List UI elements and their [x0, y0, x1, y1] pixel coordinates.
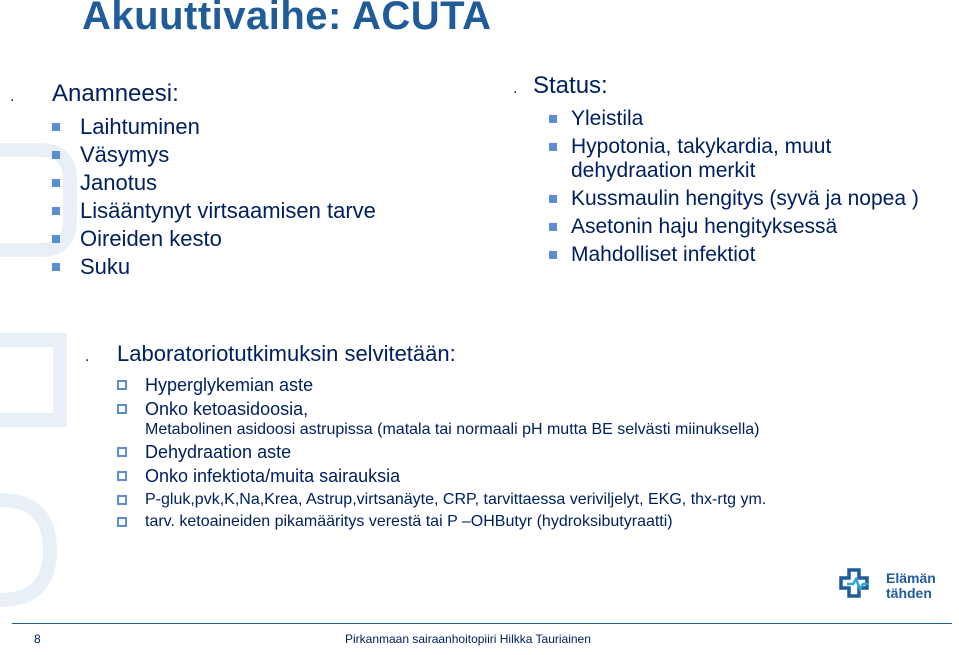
- list-item: [52, 143, 440, 167]
- anamnesis-section: [10, 80, 440, 283]
- section-bullet: .: [10, 88, 15, 105]
- list-item: [533, 243, 953, 267]
- laboratory-section: [85, 340, 945, 534]
- logo-text: [886, 571, 936, 601]
- list-item: [117, 512, 945, 531]
- status-list: [513, 107, 953, 267]
- list-item: [117, 399, 945, 439]
- status-heading: Status:: [533, 72, 608, 99]
- hollow-square-bullet-icon: [117, 404, 127, 414]
- list-item-text: Oireiden kesto: [80, 226, 222, 251]
- square-bullet-icon: [52, 179, 60, 187]
- square-bullet-icon: [549, 195, 557, 203]
- anamnesis-list: [10, 115, 440, 279]
- list-item-text: Janotus: [80, 170, 158, 195]
- list-item-text: Dehydraation aste: [145, 442, 292, 462]
- hollow-square-bullet-icon: [117, 471, 127, 481]
- list-item: [52, 115, 440, 139]
- footer-text: Pirkanmaan sairaanhoitopiiri Hilkka Tauriainen: [345, 632, 591, 646]
- square-bullet-icon: [549, 143, 557, 151]
- laboratory-heading-row: [85, 340, 945, 371]
- section-bullet: .: [513, 80, 518, 97]
- list-item-text: Suku: [80, 254, 131, 279]
- section-bullet: .: [85, 348, 90, 365]
- square-bullet-icon: [549, 223, 557, 231]
- list-item-text: Yleistila: [571, 107, 644, 130]
- square-bullet-icon: [549, 251, 557, 259]
- list-item: [52, 199, 380, 223]
- square-bullet-icon: [52, 235, 60, 243]
- logo-line-1: Elämän: [886, 570, 936, 586]
- status-section: [513, 72, 953, 271]
- anamnesis-heading-row: [10, 80, 440, 111]
- anamnesis-heading: Anamneesi:: [52, 80, 179, 107]
- list-item-text: Kussmaulin hengitys (syvä ja nopea ): [571, 187, 919, 210]
- list-item-text: Laihtuminen: [80, 114, 200, 139]
- list-item-text: P-gluk,pvk,K,Na,Krea, Astrup,virtsanäyte, CRP, tarvittaessa veriviljelyt, EKG, thx-rtg ym.: [145, 491, 767, 508]
- square-bullet-icon: [549, 115, 557, 123]
- list-item: [52, 171, 440, 195]
- list-item-text: tarv. ketoaineiden pikamääritys verestä tai P –OHButyr (hydroksibutyraatti): [145, 513, 673, 530]
- list-item: [117, 490, 915, 509]
- list-item: [533, 135, 901, 183]
- slide-title: Akuuttivaihe: ACUTA: [82, 0, 492, 38]
- hollow-square-bullet-icon: [117, 517, 127, 527]
- list-item: [52, 227, 440, 251]
- square-bullet-icon: [52, 263, 60, 271]
- list-item: [533, 215, 953, 239]
- laboratory-heading: Laboratoriotutkimuksin selvitetään:: [117, 341, 456, 366]
- list-item-text: Onko infektiota/muita sairauksia: [145, 466, 401, 486]
- laboratory-list: [85, 375, 945, 531]
- square-bullet-icon: [52, 123, 60, 131]
- list-item-text: Onko ketoasidoosia,: [145, 399, 309, 419]
- list-item: [533, 107, 953, 131]
- list-item-text: Lisääntynyt virtsaamisen tarve: [80, 198, 376, 223]
- logo-line-2: tähden: [886, 585, 932, 601]
- list-item: [533, 187, 931, 211]
- footer-divider: [12, 623, 952, 624]
- list-item: [117, 466, 945, 487]
- list-item-text: Hyperglykemian aste: [145, 375, 314, 395]
- list-item-text: Hypotonia, takykardia, muut dehydraation merkit: [571, 135, 832, 182]
- list-item-text: Mahdolliset infektiot: [571, 243, 756, 266]
- list-item: [52, 255, 440, 279]
- hollow-square-bullet-icon: [117, 380, 127, 390]
- list-item-text: Asetonin haju hengityksessä: [571, 215, 838, 238]
- list-item: [117, 375, 945, 396]
- hollow-square-bullet-icon: [117, 495, 127, 505]
- square-bullet-icon: [52, 207, 60, 215]
- list-item-subtext: Metabolinen asidoosi astrupissa (matala tai normaali pH mutta BE selvästi miinuksella): [145, 421, 760, 438]
- status-heading-row: [513, 72, 953, 103]
- hollow-square-bullet-icon: [117, 447, 127, 457]
- list-item-text: Väsymys: [80, 142, 170, 167]
- square-bullet-icon: [52, 151, 60, 159]
- list-item: [117, 442, 945, 463]
- page-number: 8: [34, 632, 41, 646]
